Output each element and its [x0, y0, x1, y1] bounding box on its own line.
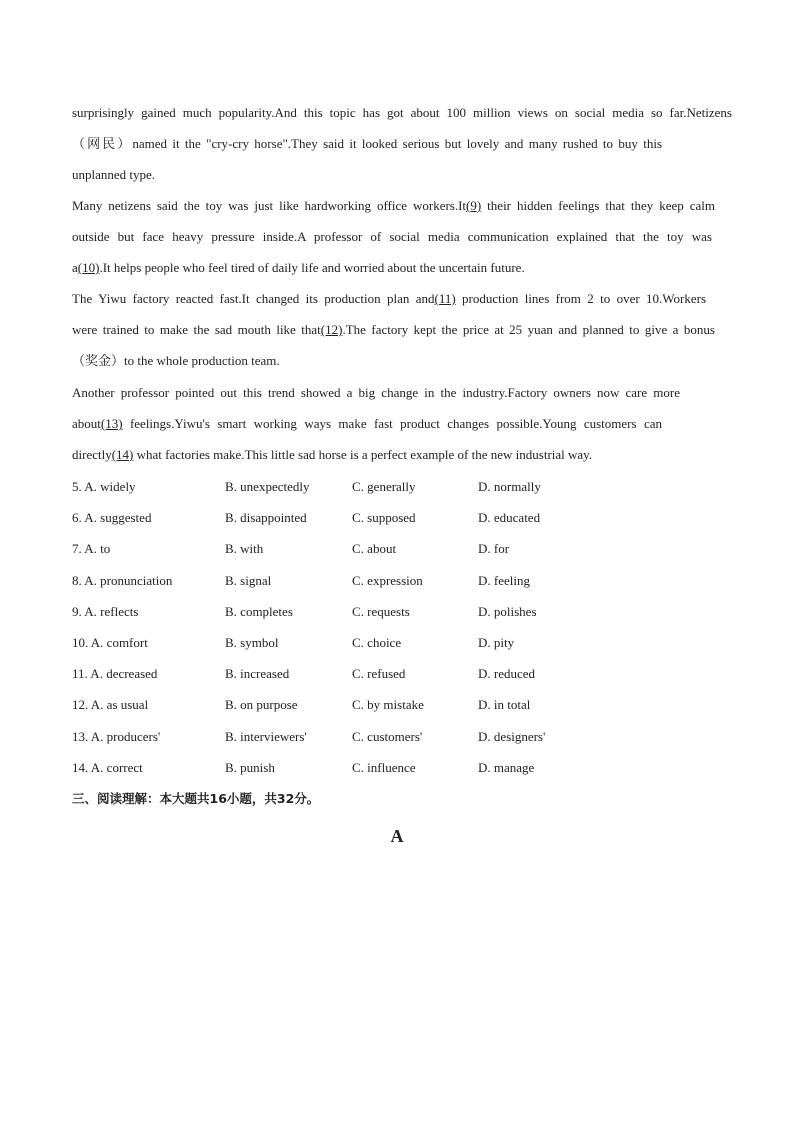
passage-text: Many netizens said the toy was just like hardworking office workers.It — [72, 198, 467, 213]
option-c: C. requests — [352, 604, 410, 619]
section-title: 三、阅读理解：本大题共16小题，共32分。 — [72, 791, 320, 806]
question-row — [72, 479, 732, 495]
option-d: D. for — [478, 541, 510, 556]
option-c: C. generally — [352, 479, 416, 494]
option-b: B. symbol — [225, 635, 279, 650]
passage-line: unplanned type. — [72, 167, 156, 182]
option-d: D. manage — [478, 760, 535, 775]
passage-line: outside but face heavy pressure inside.A professor of social media communication explained that the toy was — [72, 229, 712, 244]
blank-14: (14) — [111, 447, 134, 462]
option-c: C. by mistake — [352, 697, 424, 712]
option-c: C. expression — [352, 573, 423, 588]
question-row — [72, 510, 732, 526]
option-a: 7. A. to — [72, 541, 111, 556]
option-a: 13. A. producers' — [72, 729, 161, 744]
blank-13: (13) — [100, 416, 123, 431]
passage-text: .The factory kept the price at 25 yuan and planned to give a bonus — [342, 322, 715, 337]
option-b: B. with — [225, 541, 264, 556]
option-b: B. punish — [225, 760, 275, 775]
option-d: D. pity — [478, 635, 515, 650]
passage-text: a — [72, 260, 78, 275]
option-b: B. disappointed — [225, 510, 307, 525]
option-a: 8. A. pronunciation — [72, 573, 173, 588]
option-c: C. refused — [352, 666, 406, 681]
passage-text: production lines from 2 to over 10.Workers — [455, 291, 706, 306]
passage-line: （网民）named it the "cry-cry horse".They said it looked serious but lovely and many rushed to buy this — [72, 136, 662, 151]
passage-line — [72, 260, 732, 276]
passage-line — [72, 447, 732, 463]
option-d: D. feeling — [478, 573, 530, 588]
option-c: C. choice — [352, 635, 402, 650]
blank-11: (11) — [434, 291, 456, 306]
question-row — [72, 697, 732, 713]
option-b: B. unexpectedly — [225, 479, 310, 494]
option-a: 11. A. decreased — [72, 666, 158, 681]
option-b: B. on purpose — [225, 697, 298, 712]
blank-10: (10) — [77, 260, 100, 275]
passage-text: about — [72, 416, 101, 431]
option-d: D. polishes — [478, 604, 537, 619]
option-d: D. in total — [478, 697, 531, 712]
passage-line — [72, 416, 662, 432]
passage-text: feelings.Yiwu's smart working ways make fast product changes possible.Young customers can — [122, 416, 662, 431]
option-b: B. interviewers' — [225, 729, 307, 744]
option-b: B. completes — [225, 604, 293, 619]
question-row — [72, 573, 732, 589]
option-b: B. signal — [225, 573, 272, 588]
passage-text: were trained to make the sad mouth like that — [72, 322, 321, 337]
question-row — [72, 541, 732, 557]
option-d: D. reduced — [478, 666, 536, 681]
blank-12: (12) — [320, 322, 343, 337]
passage-line — [72, 322, 715, 338]
question-row — [72, 604, 732, 620]
question-row — [72, 729, 732, 745]
passage-line: surprisingly gained much popularity.And this topic has got about 100 million views on social media so far.Netizens — [72, 105, 732, 120]
option-c: C. about — [352, 541, 397, 556]
passage-text: their hidden feelings that they keep calm — [481, 198, 715, 213]
option-b: B. increased — [225, 666, 290, 681]
option-d: D. normally — [478, 479, 541, 494]
passage-line — [72, 198, 715, 214]
option-a: 6. A. suggested — [72, 510, 152, 525]
question-row — [72, 760, 732, 776]
option-a: 5. A. widely — [72, 479, 136, 494]
option-c: C. influence — [352, 760, 416, 775]
option-c: C. supposed — [352, 510, 416, 525]
option-a: 10. A. comfort — [72, 635, 148, 650]
option-c: C. customers' — [352, 729, 423, 744]
passage-text: The Yiwu factory reacted fast.It changed its production plan and — [72, 291, 435, 306]
passage-line — [72, 291, 706, 307]
question-row — [72, 666, 732, 682]
option-a: 12. A. as usual — [72, 697, 149, 712]
option-d: D. educated — [478, 510, 541, 525]
passage-text: directly — [72, 447, 112, 462]
blank-9: (9) — [466, 198, 482, 213]
option-d: D. designers' — [478, 729, 546, 744]
question-row — [72, 635, 732, 651]
part-label: A — [390, 826, 404, 846]
passage-line: （奖金）to the whole production team. — [72, 353, 280, 368]
passage-text: .It helps people who feel tired of daily life and worried about the uncertain future. — [99, 260, 525, 275]
option-a: 9. A. reflects — [72, 604, 139, 619]
passage-text: what factories make.This little sad horse is a perfect example of the new industrial way. — [133, 447, 593, 462]
option-a: 14. A. correct — [72, 760, 143, 775]
passage-line: Another professor pointed out this trend showed a big change in the industry.Factory owners now care more — [72, 385, 680, 400]
